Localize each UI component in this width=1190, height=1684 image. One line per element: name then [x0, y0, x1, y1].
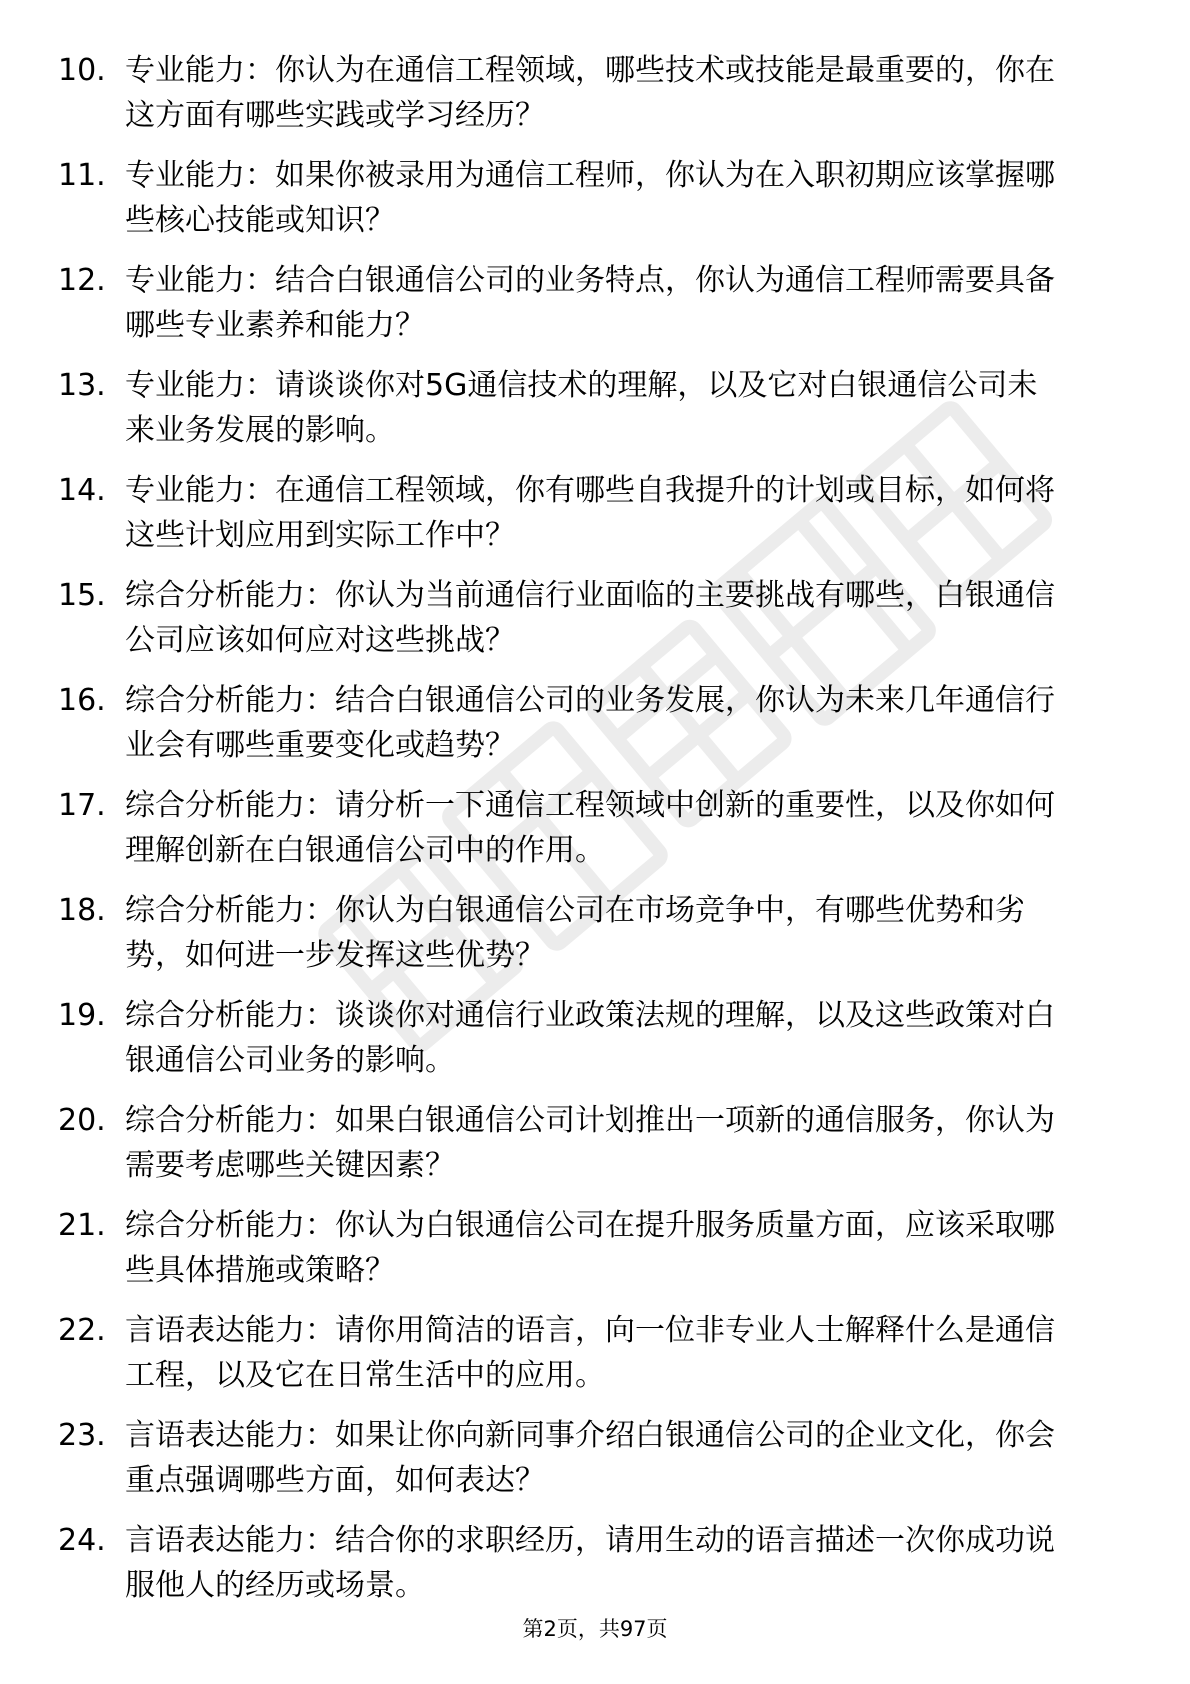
- question-number: 11.: [58, 158, 106, 193]
- list-item: [58, 573, 1138, 663]
- list-item: [58, 993, 1138, 1083]
- question-text: 专业能力：你认为在通信工程领域，哪些技术或技能是最重要的，你在这方面有哪些实践或学习经历？: [125, 53, 1055, 133]
- question-text: 言语表达能力：如果让你向新同事介绍白银通信公司的企业文化，你会重点强调哪些方面，如何表达？: [125, 1418, 1055, 1498]
- question-text: 综合分析能力：谈谈你对通信行业政策法规的理解，以及这些政策对白银通信公司业务的影响。: [125, 998, 1055, 1078]
- question-number: 15.: [58, 578, 106, 613]
- question-text: 言语表达能力：结合你的求职经历，请用生动的语言描述一次你成功说服他人的经历或场景。: [125, 1523, 1055, 1603]
- question-number: 24.: [58, 1523, 106, 1558]
- list-item: [58, 888, 1138, 978]
- question-text: 专业能力：结合白银通信公司的业务特点，你认为通信工程师需要具备哪些专业素养和能力？: [125, 263, 1055, 343]
- list-item: [58, 1203, 1138, 1293]
- question-list: [58, 48, 1138, 1623]
- question-text: 综合分析能力：你认为白银通信公司在提升服务质量方面，应该采取哪些具体措施或策略？: [125, 1208, 1055, 1288]
- question-text: 言语表达能力：请你用简洁的语言，向一位非专业人士解释什么是通信工程，以及它在日常生活中的应用。: [125, 1313, 1055, 1393]
- question-number: 21.: [58, 1208, 106, 1243]
- question-number: 16.: [58, 683, 106, 718]
- list-item: [58, 468, 1138, 558]
- page-number: 第2页，共97页: [522, 1617, 668, 1641]
- question-text: 综合分析能力：你认为当前通信行业面临的主要挑战有哪些，白银通信公司应该如何应对这些挑战？: [125, 578, 1055, 658]
- list-item: [58, 1518, 1138, 1608]
- question-text: 专业能力：在通信工程领域，你有哪些自我提升的计划或目标，如何将这些计划应用到实际工作中？: [125, 473, 1055, 553]
- list-item: [58, 783, 1138, 873]
- question-text: 综合分析能力：你认为白银通信公司在市场竞争中，有哪些优势和劣势，如何进一步发挥这些优势？: [125, 893, 1025, 973]
- question-text: 专业能力：请谈谈你对5G通信技术的理解，以及它对白银通信公司未来业务发展的影响。: [125, 368, 1038, 448]
- question-text: 综合分析能力：结合白银通信公司的业务发展，你认为未来几年通信行业会有哪些重要变化或趋势？: [125, 683, 1055, 763]
- list-item: [58, 1413, 1138, 1503]
- list-item: [58, 1098, 1138, 1188]
- question-number: 14.: [58, 473, 106, 508]
- list-item: [58, 48, 1138, 138]
- question-number: 13.: [58, 368, 106, 403]
- list-item: [58, 153, 1138, 243]
- question-number: 23.: [58, 1418, 106, 1453]
- question-number: 10.: [58, 53, 106, 88]
- question-number: 19.: [58, 998, 106, 1033]
- question-text: 综合分析能力：如果白银通信公司计划推出一项新的通信服务，你认为需要考虑哪些关键因素？: [125, 1103, 1055, 1183]
- question-number: 20.: [58, 1103, 106, 1138]
- question-number: 17.: [58, 788, 106, 823]
- list-item: [58, 1308, 1138, 1398]
- list-item: [58, 363, 1138, 453]
- list-item: [58, 258, 1138, 348]
- question-text: 综合分析能力：请分析一下通信工程领域中创新的重要性，以及你如何理解创新在白银通信公司中的作用。: [125, 788, 1055, 868]
- question-text: 专业能力：如果你被录用为通信工程师，你认为在入职初期应该掌握哪些核心技能或知识？: [125, 158, 1055, 238]
- question-number: 18.: [58, 893, 106, 928]
- question-number: 12.: [58, 263, 106, 298]
- question-number: 22.: [58, 1313, 106, 1348]
- list-item: [58, 678, 1138, 768]
